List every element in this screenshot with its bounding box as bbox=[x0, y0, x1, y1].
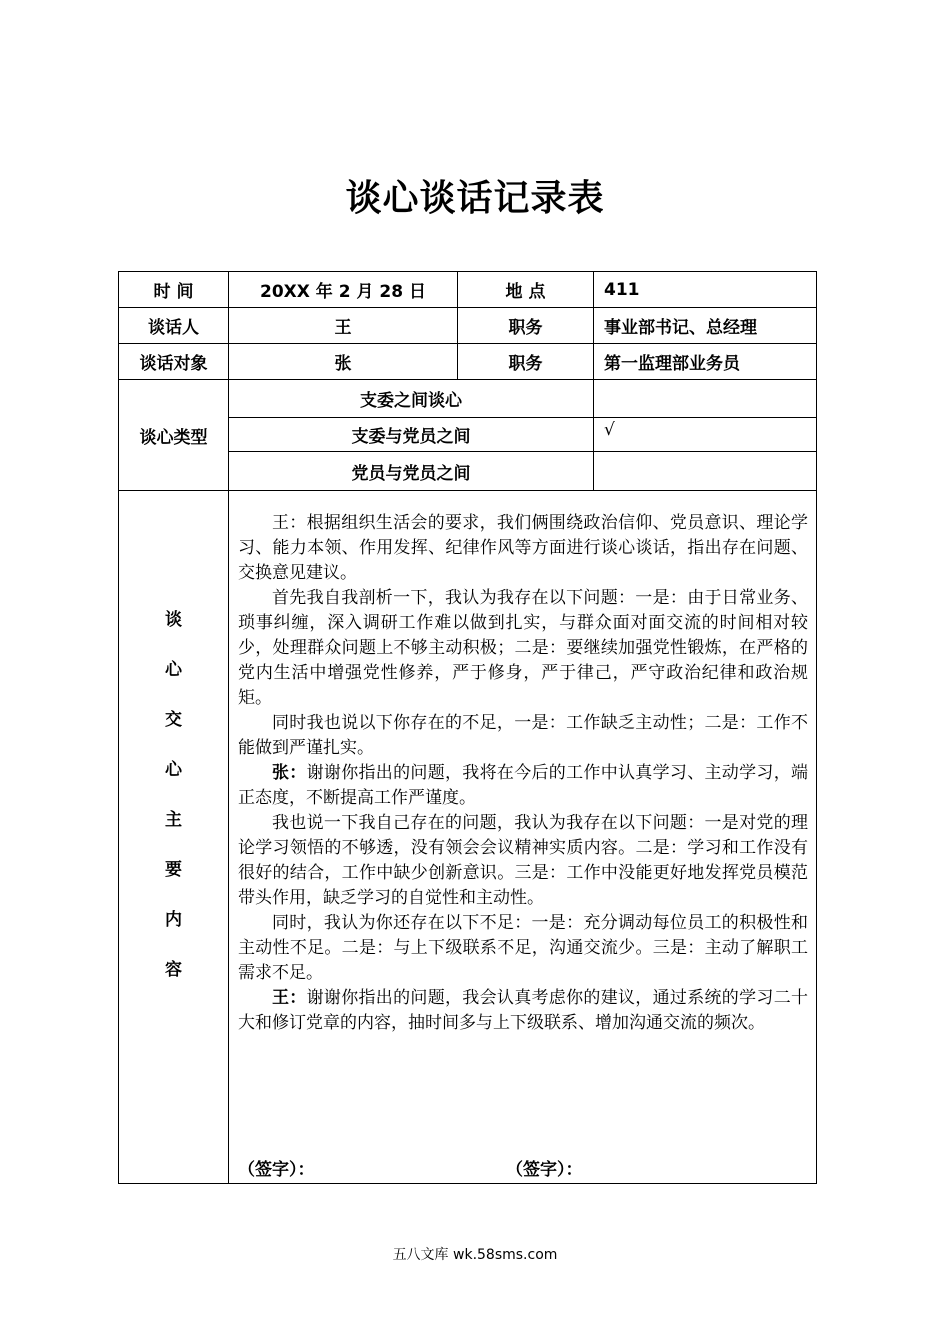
target-post-label: 职务 bbox=[458, 344, 594, 380]
paragraph-text: 谢谢你指出的问题，我会认真考虑你的建议，通过系统的学习二十大和修订党章的内容，抽时间多与上下级联系、增加沟通交流的频次。 bbox=[238, 988, 809, 1033]
row-content bbox=[119, 491, 817, 1184]
paragraph-text: 谢谢你指出的问题，我将在今后的工作中认真学习、主动学习，端正态度，不断提高工作严谨度。 bbox=[238, 763, 809, 808]
talk-type-label: 谈心类型 bbox=[119, 380, 229, 491]
speaker-label: 谈话人 bbox=[119, 308, 229, 344]
content-paragraph bbox=[238, 761, 808, 811]
row-speaker bbox=[119, 308, 817, 344]
signature-right: （签字）： bbox=[506, 1160, 583, 1180]
row-talk-type-1 bbox=[119, 380, 817, 418]
talk-type-mark bbox=[594, 380, 817, 418]
document-title: 谈心谈话记录表 bbox=[345, 177, 605, 219]
content-paragraph: 王：根据组织生活会的要求，我们俩围绕政治信仰、党员意识、理论学习、能力本领、作用发挥、纪律作风等方面进行谈心谈话，指出存在问题、交换意见建议。 bbox=[238, 513, 808, 583]
speaker-post-label: 职务 bbox=[458, 308, 594, 344]
place-label: 地 点 bbox=[458, 272, 594, 308]
content-paragraph: 同时我也说以下你存在的不足，一是：工作缺乏主动性；二是：工作不能做到严谨扎实。 bbox=[238, 713, 808, 758]
signature-line bbox=[238, 1155, 798, 1181]
target-post-value: 第一监理部业务员 bbox=[594, 344, 817, 380]
content-paragraph: 同时，我认为你还存在以下不足：一是：充分调动每位员工的积极性和主动性不足。二是：与上下级联系不足，沟通交流少。三是：主动了解职工需求不足。 bbox=[238, 913, 808, 983]
footer-watermark: 五八文库 wk.58sms.com bbox=[392, 1247, 558, 1263]
record-table bbox=[118, 271, 817, 1184]
time-value: 20XX 年 2 月 28 日 bbox=[229, 272, 458, 308]
talk-type-option: 支委之间谈心 bbox=[229, 380, 594, 418]
speaker-tag: 王： bbox=[272, 988, 307, 1008]
talk-content bbox=[229, 491, 817, 1184]
talk-type-mark: √ bbox=[594, 418, 817, 452]
speaker-tag: 张： bbox=[272, 763, 307, 783]
content-paragraph bbox=[238, 986, 808, 1036]
target-value: 张 bbox=[229, 344, 458, 380]
content-label-char: 容 bbox=[165, 960, 182, 980]
row-time-place bbox=[119, 272, 817, 308]
content-label-char: 交 bbox=[165, 710, 182, 730]
content-label bbox=[119, 491, 229, 1184]
time-label: 时 间 bbox=[119, 272, 229, 308]
place-value: 411 bbox=[594, 272, 817, 308]
content-label-char: 主 bbox=[165, 810, 182, 830]
signature-left: （签字）： bbox=[238, 1160, 315, 1180]
content-paragraph: 我也说一下我自己存在的问题，我认为我存在以下问题：一是对党的理论学习领悟的不够透，没有领会会议精神实质内容。二是：学习和工作没有很好的结合，工作中缺少创新意识。三是：工作中没能更好地发挥党员模范带头作用，缺乏学习的自觉性和主动性。 bbox=[238, 813, 808, 908]
content-label-char: 谈 bbox=[165, 610, 182, 630]
speaker-value: 王 bbox=[229, 308, 458, 344]
content-label-char: 心 bbox=[165, 660, 182, 680]
talk-type-option: 支委与党员之间 bbox=[229, 418, 594, 452]
talk-type-option: 党员与党员之间 bbox=[229, 452, 594, 491]
content-label-char: 内 bbox=[165, 910, 182, 930]
speaker-post-value: 事业部书记、总经理 bbox=[594, 308, 817, 344]
content-label-char: 要 bbox=[165, 860, 182, 880]
content-label-char: 心 bbox=[165, 760, 182, 780]
target-label: 谈话对象 bbox=[119, 344, 229, 380]
row-target bbox=[119, 344, 817, 380]
content-paragraph: 首先我自我剖析一下，我认为我存在以下问题：一是：由于日常业务、琐事纠缠，深入调研工作难以做到扎实，与群众面对面交流的时间相对较少，处理群众问题上不够主动积极；二是：要继续加强党性锻炼，在严格的党内生活中增强党性修养，严于修身，严于律己，严守政治纪律和政治规矩。 bbox=[238, 588, 808, 708]
talk-type-mark bbox=[594, 452, 817, 491]
